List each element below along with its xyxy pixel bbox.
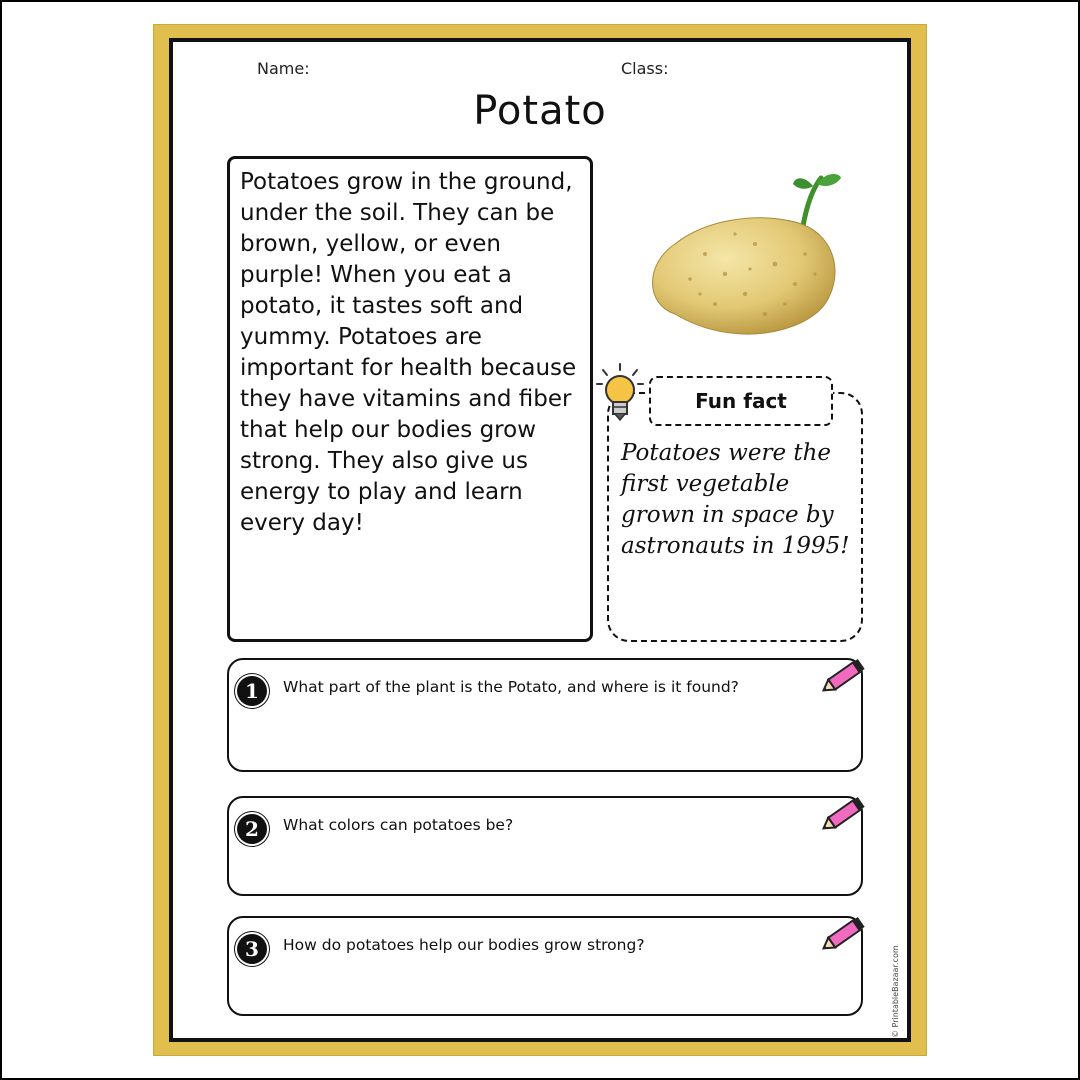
pencil-icon [817,910,871,958]
question-box-3[interactable] [227,916,863,1016]
fun-fact-text: Potatoes were the first vegetable grown in space by astronauts in 1995! [621,440,850,559]
question-box-2[interactable] [227,796,863,896]
question-text-3: How do potatoes help our bodies grow strong? [283,936,645,954]
class-label: Class: [621,59,669,78]
question-box-1[interactable] [227,658,863,772]
page-title: Potato [473,88,607,134]
question-number-1: 1 [237,676,267,706]
fun-fact-box [607,392,863,642]
question-number-3: 3 [237,934,267,964]
question-text-1: What part of the plant is the Potato, and where is it found? [283,678,739,696]
question-number-2: 2 [237,814,267,844]
fun-fact-heading: Fun fact [649,376,833,426]
worksheet [169,38,911,1042]
reading-passage-box [227,156,593,642]
potato-illustration [645,164,845,354]
reading-passage: Potatoes grow in the ground, under the soil. They can be brown, yellow, or even purple! When you eat a potato, it tastes soft and yummy. Potatoes are important for health because they have vitamins and fiber that help our bodies grow strong. They also give us energy to play and learn every day! [240,169,577,536]
pencil-icon [817,652,871,700]
copyright-credit: © PrintableBazaar.com [891,945,900,1038]
name-label: Name: [257,59,310,78]
lightbulb-icon [595,362,645,424]
question-text-2: What colors can potatoes be? [283,816,514,834]
pencil-icon [817,790,871,838]
